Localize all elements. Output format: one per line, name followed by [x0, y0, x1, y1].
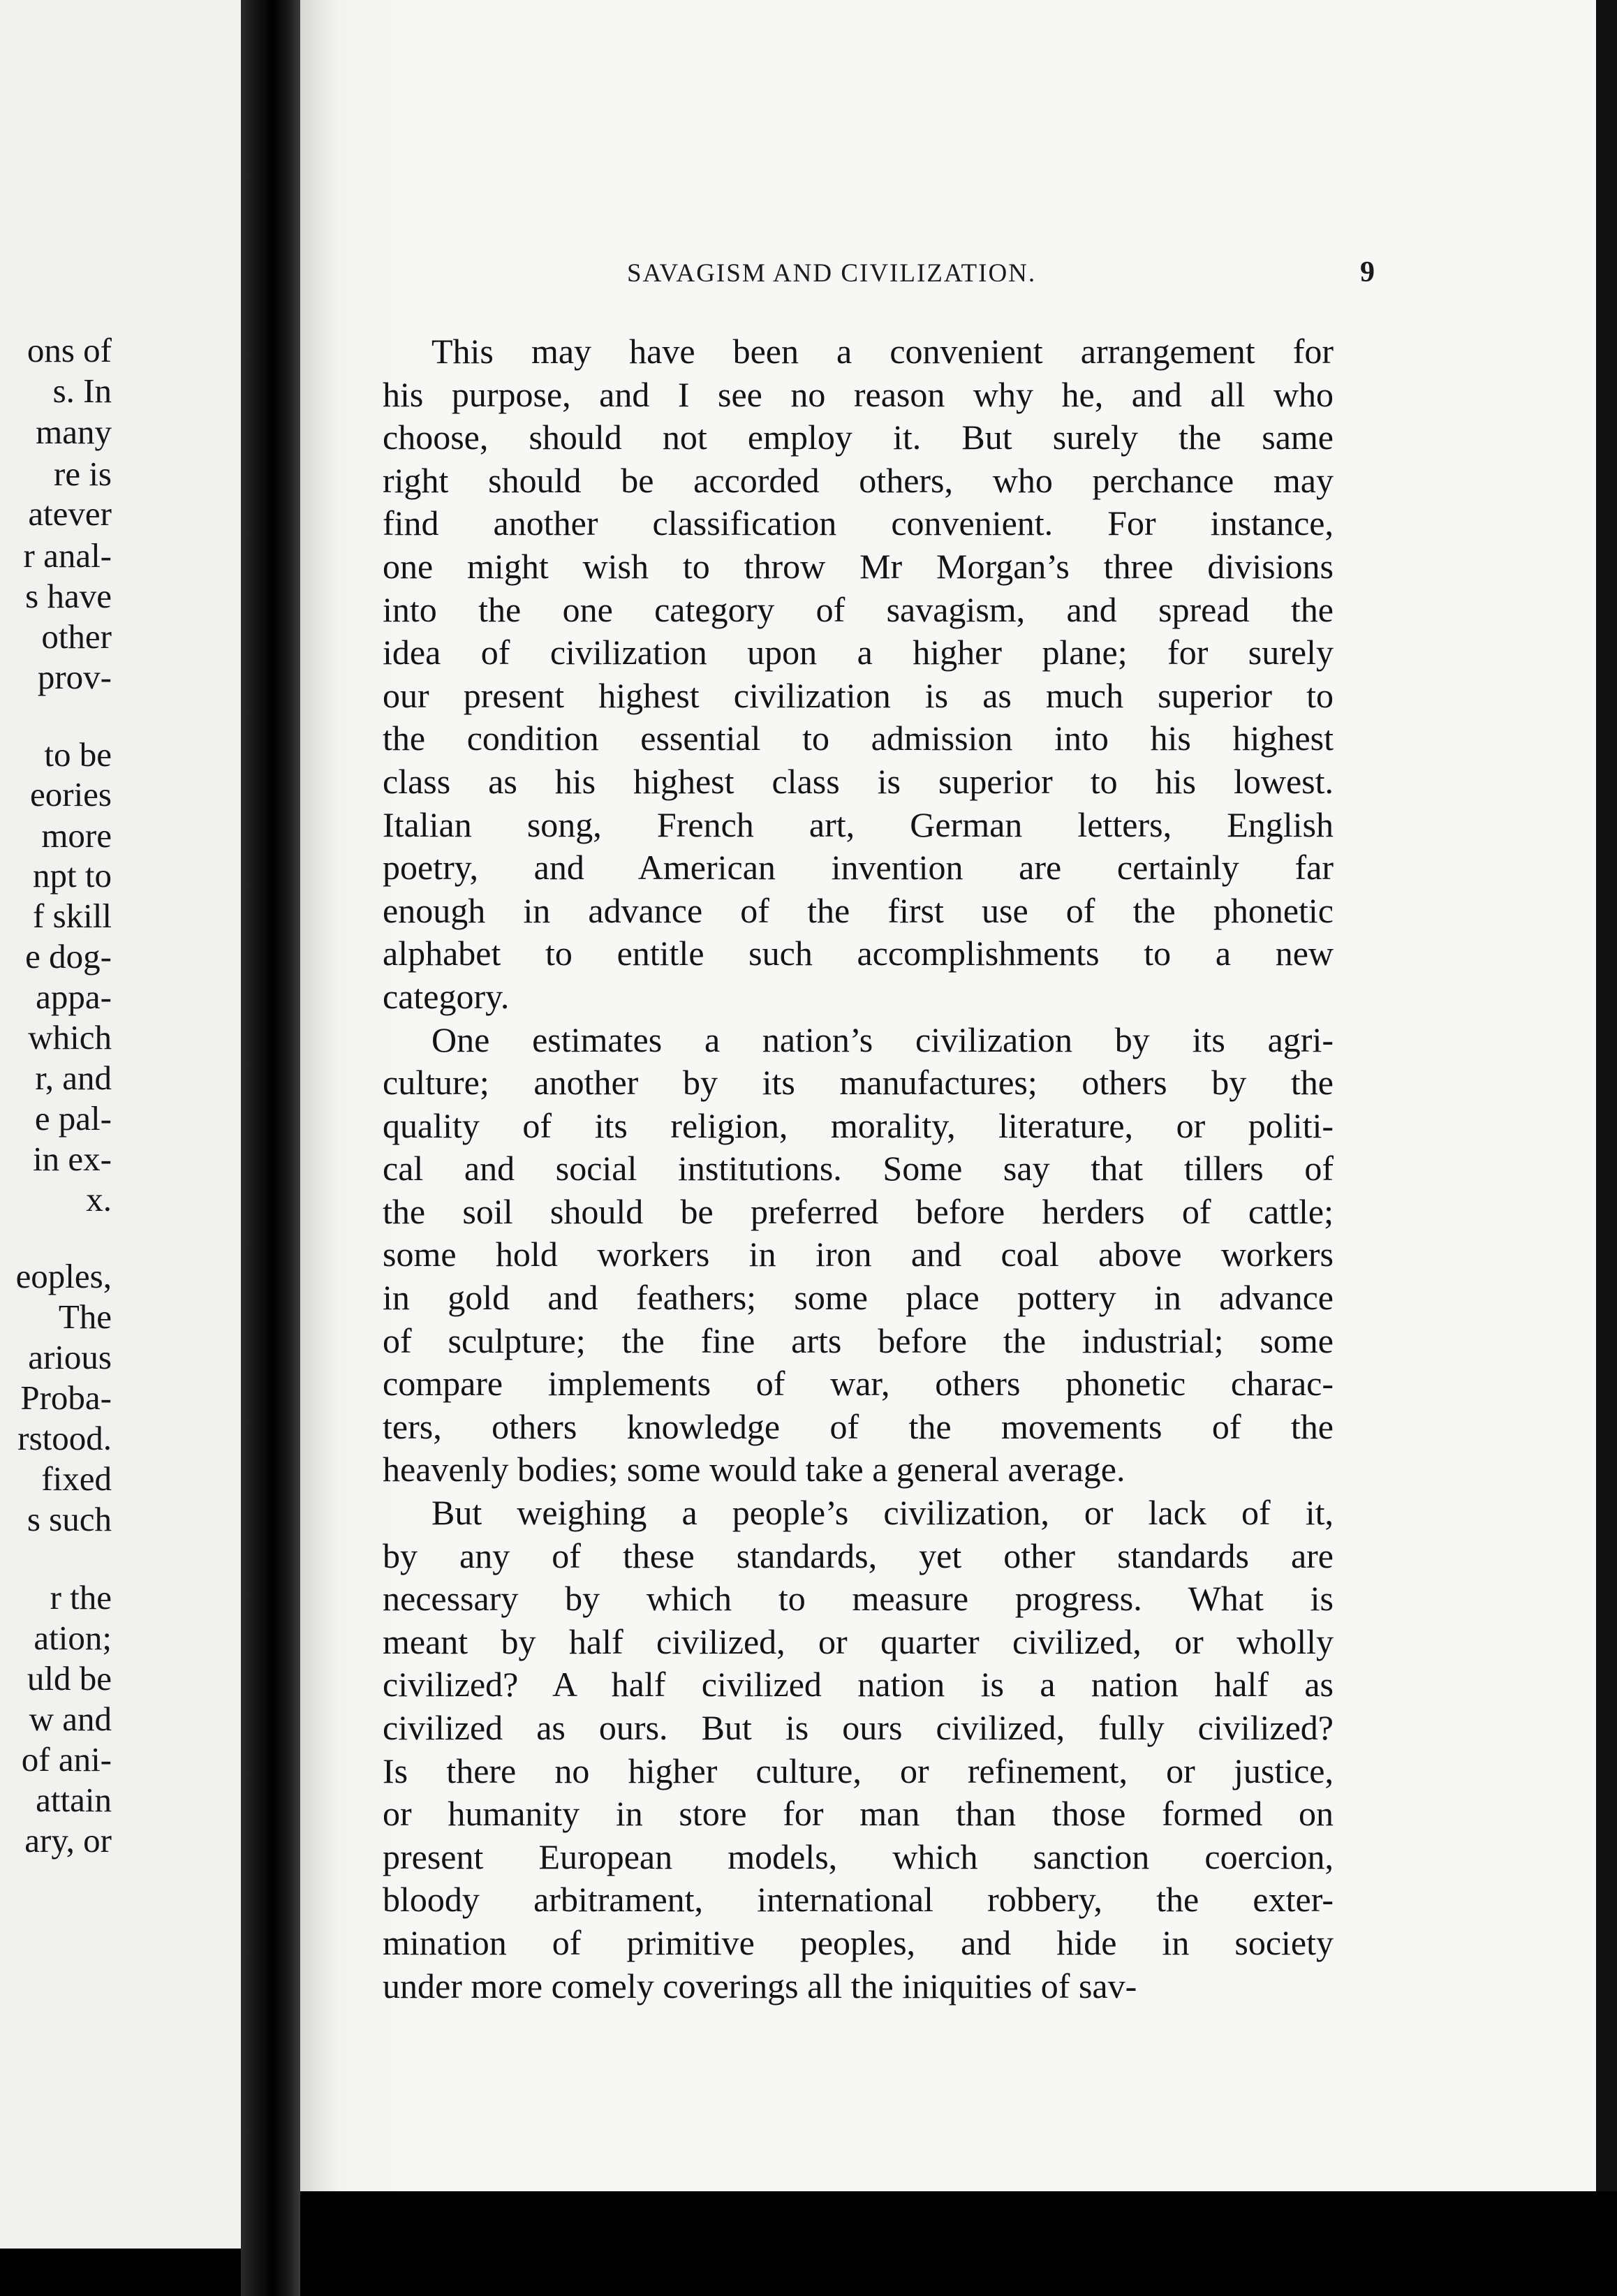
left-page-line: arious [28, 1338, 112, 1376]
text-line: Italian song, French art, German letters, English [383, 804, 1334, 844]
left-page-line: s have [25, 577, 112, 615]
left-page-line: which [28, 1018, 112, 1057]
left-page-line: prov- [37, 658, 112, 696]
left-page-line: eories [30, 775, 112, 814]
text-line: his purpose, and I see no reason why he, and all who [383, 374, 1334, 414]
text-line: compare implements of war, others phonetic charac- [383, 1364, 1334, 1404]
paragraph [383, 1019, 1334, 1492]
paragraph [383, 330, 1334, 1019]
text-line: bloody arbitrament, international robbery, the exter- [383, 1880, 1334, 1920]
left-page [0, 0, 241, 2249]
left-page-line: r, and [35, 1059, 112, 1097]
left-page-line: to be [44, 735, 112, 774]
text-line: class as his highest class is superior to his lowest. [383, 761, 1334, 801]
left-page-line: uld be [27, 1659, 112, 1698]
text-line: under more comely coverings all the iniquities of sav- [383, 1966, 1137, 2006]
text-line: necessary by which to measure progress. What is [383, 1579, 1334, 1619]
left-page-line: in ex- [33, 1140, 112, 1178]
left-page-line: x. [86, 1180, 112, 1219]
left-page-line: of ani- [21, 1740, 112, 1779]
left-page-line: r the [50, 1578, 112, 1617]
left-page-line: re is [54, 455, 112, 493]
text-line: right should be accorded others, who perchance may [383, 460, 1334, 500]
left-page-line: r anal- [23, 536, 112, 575]
text-line: Is there no higher culture, or refinement, or justice, [383, 1751, 1334, 1790]
text-line: quality of its religion, morality, literature, or politi- [383, 1105, 1334, 1145]
left-page-line: ation; [34, 1619, 112, 1657]
text-line: mination of primitive peoples, and hide in society [383, 1922, 1334, 1962]
left-page-line: w and [29, 1700, 112, 1738]
text-line: choose, should not employ it. But surely the same [383, 418, 1334, 457]
text-line: of sculpture; the fine arts before the industrial; some [383, 1320, 1334, 1360]
text-line: by any of these standards, yet other standards are [383, 1536, 1334, 1575]
page-number: 9 [1360, 256, 1375, 288]
text-line: ters, others knowledge of the movements of the [383, 1406, 1334, 1446]
left-page-line: eoples, [15, 1257, 112, 1295]
left-page-line: many [36, 413, 112, 451]
left-page-line: npt to [33, 856, 112, 895]
text-line: present European models, which sanction coercion, [383, 1837, 1334, 1876]
left-page-line: s. In [52, 371, 112, 410]
text-line: This may have been a convenient arrangement for [431, 332, 1334, 371]
page-edge-shadow [1596, 0, 1617, 2296]
text-line: find another classification convenient. For instance, [383, 503, 1334, 543]
text-line: one might wish to throw Mr Morgan’s three divisions [383, 546, 1334, 586]
text-line: But weighing a people’s civilization, or lack of it, [431, 1493, 1334, 1533]
left-page-line: fixed [41, 1459, 112, 1498]
text-line: the soil should be preferred before herders of cattle; [383, 1191, 1334, 1231]
left-page-line: f skill [33, 897, 112, 935]
left-page-line: The [58, 1297, 112, 1336]
left-page-line: e dog- [25, 937, 112, 976]
text-line: One estimates a nation’s civilization by its agri- [431, 1020, 1334, 1059]
text-line: our present highest civilization is as much superior to [383, 675, 1334, 715]
text-line: into the one category of savagism, and spread the [383, 589, 1334, 629]
text-line: some hold workers in iron and coal above workers [383, 1235, 1334, 1274]
left-page-line: e pal- [34, 1099, 112, 1138]
left-page-line: ons of [27, 331, 112, 369]
text-line: cal and social institutions. Some say that tillers of [383, 1149, 1334, 1189]
left-page-line: Proba- [20, 1378, 112, 1417]
left-page-line: ary, or [24, 1821, 112, 1860]
text-line: heavenly bodies; some would take a general average. [383, 1450, 1125, 1489]
book-gutter [241, 0, 300, 2296]
paragraph [383, 1492, 1334, 2008]
text-line: civilized? A half civilized nation is a nation half as [383, 1665, 1334, 1705]
left-page-line: attain [36, 1781, 112, 1819]
left-page-line: s such [27, 1500, 112, 1538]
text-line: poetry, and American invention are certainly far [383, 848, 1334, 888]
running-head: SAVAGISM AND CIVILIZATION. [627, 259, 1037, 288]
text-line: civilized as ours. But is ours civilized, fully civilized? [383, 1708, 1334, 1747]
text-line: or humanity in store for man than those formed on [383, 1794, 1334, 1834]
left-page-line: appa- [36, 978, 112, 1016]
left-page-line: more [41, 816, 112, 855]
text-line: the condition essential to admission into his highest [383, 719, 1334, 758]
text-line: enough in advance of the first use of the phonetic [383, 890, 1334, 930]
text-line: in gold and feathers; some place pottery in advance [383, 1278, 1334, 1318]
left-page-line: rstood. [17, 1419, 112, 1457]
left-page-line: atever [28, 494, 112, 533]
text-line: alphabet to entitle such accomplishments to a new [383, 934, 1334, 973]
text-line: idea of civilization upon a higher plane; for surely [383, 633, 1334, 672]
text-line: meant by half civilized, or quarter civilized, or wholly [383, 1621, 1334, 1661]
body-text [383, 330, 1334, 2008]
left-page-line: other [41, 617, 112, 656]
text-line: category. [383, 976, 510, 1016]
text-line: culture; another by its manufactures; others by the [383, 1063, 1334, 1103]
